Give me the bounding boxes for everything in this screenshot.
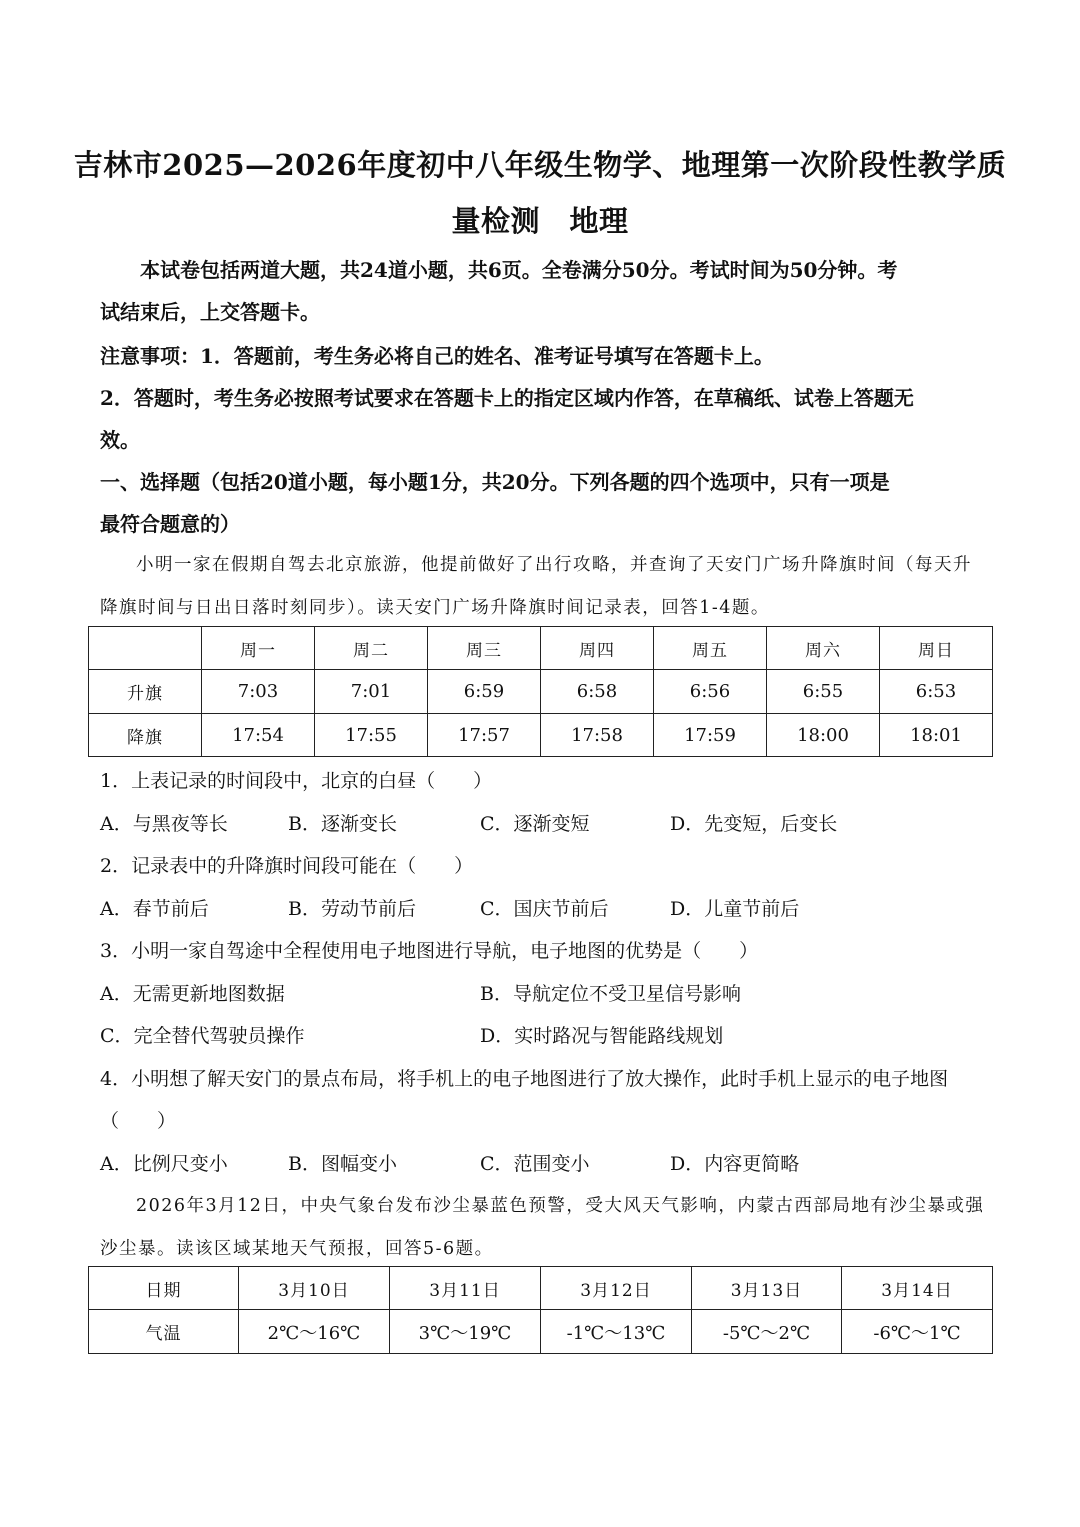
section-heading-line2: 最符合题意的） [100, 512, 240, 536]
table-cell: 6:58 [541, 670, 654, 714]
table-header-cell: 周五 [654, 627, 767, 670]
table-cell: 6:55 [767, 670, 880, 714]
q4-option-b[interactable]: B．图幅变小 [288, 1153, 397, 1175]
table-cell: -6℃～1℃ [842, 1310, 993, 1354]
table-cell: 3月11日 [390, 1267, 541, 1310]
table-cell: 2℃～16℃ [239, 1310, 390, 1354]
q3-option-c[interactable]: C．完全替代驾驶员操作 [100, 1025, 305, 1047]
q1-option-c[interactable]: C．逐渐变短 [480, 813, 590, 835]
table-header-cell: 周二 [315, 627, 428, 670]
table-cell: 3月14日 [842, 1267, 993, 1310]
q4-option-c[interactable]: C．范围变小 [480, 1153, 590, 1175]
question-3-stem: 3．小明一家自驾途中全程使用电子地图进行导航，电子地图的优势是（ ） [100, 940, 759, 962]
intro-line1: 本试卷包括两道大题，共24道小题，共6页。全卷满分50分。考试时间为50分钟。考 [140, 258, 898, 282]
table-cell: 3月12日 [541, 1267, 692, 1310]
table-cell: 17:57 [428, 714, 541, 757]
section-heading-line1: 一、选择题（包括20道小题，每小题1分，共20分。下列各题的四个选项中，只有一项是 [100, 470, 890, 494]
q1-option-a[interactable]: A．与黑夜等长 [100, 813, 228, 835]
table-cell: -5℃～2℃ [692, 1310, 842, 1354]
row-label: 气温 [89, 1310, 239, 1354]
table-cell: 6:56 [654, 670, 767, 714]
exam-title-line2: 量检测 地理 [451, 204, 629, 238]
q3-option-d[interactable]: D．实时路况与智能路线规划 [480, 1025, 724, 1047]
table-cell: 6:53 [880, 670, 993, 714]
question-4-stem: 4．小明想了解天安门的景点布局，将手机上的电子地图进行了放大操作，此时手机上显示的电子地图 [100, 1068, 949, 1090]
table-cell: 17:54 [202, 714, 315, 757]
table-header-cell: 周四 [541, 627, 654, 670]
table-cell: 3℃～19℃ [390, 1310, 541, 1354]
q3-option-a[interactable]: A．无需更新地图数据 [100, 983, 285, 1005]
table-header-cell: 周一 [202, 627, 315, 670]
table-cell: -1℃～13℃ [541, 1310, 692, 1354]
passage1-line1: 小明一家在假期自驾去北京旅游，他提前做好了出行攻略，并查询了天安门广场升降旗时间（每天升 [136, 555, 972, 575]
table-cell: 3月13日 [692, 1267, 842, 1310]
table-corner-cell [89, 627, 202, 670]
table-cell: 3月10日 [239, 1267, 390, 1310]
table-row [89, 670, 993, 714]
q1-option-d[interactable]: D．先变短，后变长 [670, 813, 838, 835]
table-cell: 18:01 [880, 714, 993, 757]
table-row [89, 714, 993, 757]
passage2-line2: 沙尘暴。读该区域某地天气预报，回答5-6题。 [100, 1239, 494, 1259]
table-cell: 17:59 [654, 714, 767, 757]
weather-table [88, 1266, 993, 1354]
table-cell: 7:01 [315, 670, 428, 714]
question-4-stem-line2: （ ） [100, 1110, 177, 1132]
row-label: 升旗 [89, 670, 202, 714]
q2-option-a[interactable]: A．春节前后 [100, 898, 209, 920]
table-cell: 6:59 [428, 670, 541, 714]
table-header-row [89, 627, 993, 670]
table-row [89, 1267, 993, 1310]
q1-option-b[interactable]: B．逐渐变长 [288, 813, 397, 835]
table-row [89, 1310, 993, 1354]
q4-option-d[interactable]: D．内容更简略 [670, 1153, 800, 1175]
passage1-line2: 降旗时间与日出日落时刻同步）。读天安门广场升降旗时间记录表，回答1-4题。 [100, 598, 770, 618]
question-1-stem: 1．上表记录的时间段中，北京的白昼（ ） [100, 770, 493, 792]
intro-line2: 试结束后，上交答题卡。 [100, 300, 320, 324]
q2-option-d[interactable]: D．儿童节前后 [670, 898, 800, 920]
q2-option-b[interactable]: B．劳动节前后 [288, 898, 416, 920]
table-cell: 18:00 [767, 714, 880, 757]
note-2-line2: 效。 [100, 428, 140, 452]
table-cell: 17:55 [315, 714, 428, 757]
table-header-cell: 周六 [767, 627, 880, 670]
row-label: 降旗 [89, 714, 202, 757]
q3-option-b[interactable]: B．导航定位不受卫星信号影响 [480, 983, 741, 1005]
passage2-line1: 2026年3月12日，中央气象台发布沙尘暴蓝色预警，受大风天气影响，内蒙古西部局地有沙尘暴或强 [136, 1196, 985, 1216]
table-cell: 7:03 [202, 670, 315, 714]
note-2-line1: 2．答题时，考生务必按照考试要求在答题卡上的指定区域内作答，在草稿纸、试卷上答题无 [100, 386, 914, 410]
note-1: 注意事项：1．答题前，考生务必将自己的姓名、准考证号填写在答题卡上。 [100, 344, 774, 368]
row-label: 日期 [89, 1267, 239, 1310]
q4-option-a[interactable]: A．比例尺变小 [100, 1153, 228, 1175]
table-header-cell: 周日 [880, 627, 993, 670]
exam-title-line1: 吉林市2025—2026年度初中八年级生物学、地理第一次阶段性教学质 [73, 148, 1007, 182]
flag-time-table [88, 626, 993, 757]
table-cell: 17:58 [541, 714, 654, 757]
q2-option-c[interactable]: C．国庆节前后 [480, 898, 609, 920]
question-2-stem: 2．记录表中的升降旗时间段可能在（ ） [100, 855, 474, 877]
table-header-cell: 周三 [428, 627, 541, 670]
